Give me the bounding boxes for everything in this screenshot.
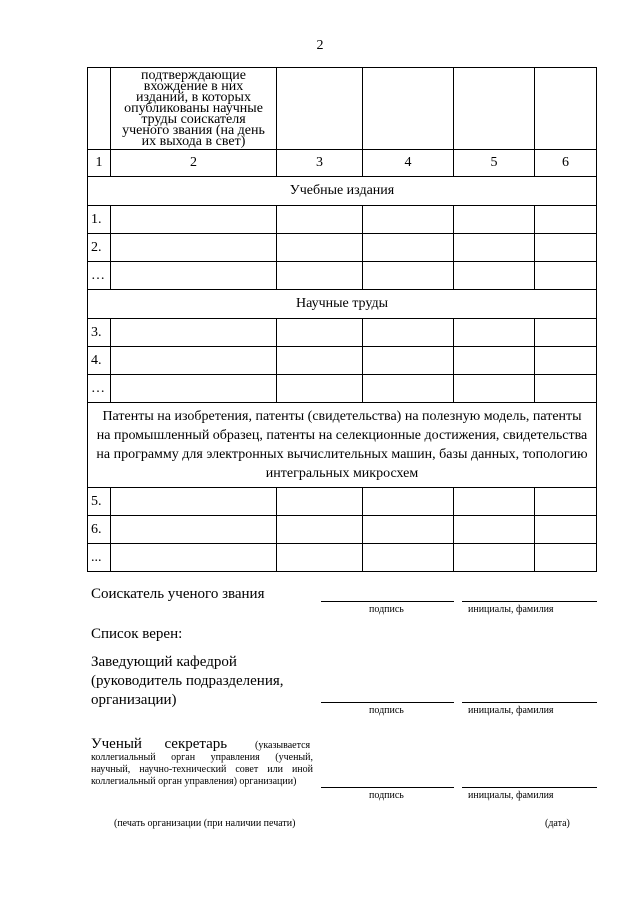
list-correct-label: Список верен:	[91, 626, 183, 642]
secretary-note: коллегиальный орган управления (ученый, научный, научно-технический совет или иной коллегиальный орган управления) организации)	[91, 752, 313, 787]
column-number: 6	[535, 150, 597, 177]
row-number: 5.	[88, 488, 111, 516]
table-row	[88, 206, 597, 234]
column-number: 3	[277, 150, 363, 177]
applicant-label: Соискатель ученого звания	[91, 586, 265, 602]
initials-caption: инициалы, фамилия	[468, 705, 554, 716]
row-number: 4.	[88, 347, 111, 375]
section-title: Научные труды	[88, 290, 597, 319]
date-caption: (дата)	[545, 818, 570, 829]
page-number: 2	[316, 38, 324, 53]
column-number: 4	[363, 150, 454, 177]
signature-line	[321, 787, 454, 788]
signature-line	[321, 702, 454, 703]
table-row	[88, 488, 597, 516]
initials-line	[462, 787, 597, 788]
head-label-line3: организации)	[91, 692, 177, 708]
header-description: подтверждающие вхождение в них изданий, в которых опубликованы научные труды соискателя ученого звания (на день их выхода в свет)	[111, 68, 277, 150]
column-number: 1	[88, 150, 111, 177]
table-row	[88, 516, 597, 544]
secretary-title: Ученый секретарь	[91, 736, 228, 752]
row-number: 3.	[88, 319, 111, 347]
initials-line	[462, 702, 597, 703]
column-number: 2	[111, 150, 277, 177]
secretary-note-start: (указывается	[255, 740, 311, 751]
table-row	[88, 319, 597, 347]
header-row	[88, 68, 597, 150]
signature-caption: подпись	[369, 790, 404, 801]
row-number: 1.	[88, 206, 111, 234]
column-number: 5	[454, 150, 535, 177]
section-header-educational	[88, 177, 597, 206]
head-label-line2: (руководитель подразделения,	[91, 673, 284, 689]
row-number: ...	[88, 544, 111, 572]
table-row	[88, 262, 597, 290]
column-numbers-row	[88, 150, 597, 177]
section-header-patents	[88, 403, 597, 488]
section-header-scientific	[88, 290, 597, 319]
publications-table	[87, 67, 597, 572]
row-number: …	[88, 262, 111, 290]
section-title: Патенты на изобретения, патенты (свидетельства) на полезную модель, патенты на промышленный образец, патенты на селекционные достижения, свидетельства на программу для электронных вычислительных машин, базы данных, топологию интегральных микросхем	[88, 403, 597, 488]
head-label-line1: Заведующий кафедрой	[91, 654, 237, 670]
initials-caption: инициалы, фамилия	[468, 604, 554, 615]
row-number: …	[88, 375, 111, 403]
row-number: 6.	[88, 516, 111, 544]
table-row	[88, 375, 597, 403]
initials-line	[462, 601, 597, 602]
signature-caption: подпись	[369, 705, 404, 716]
stamp-caption: (печать организации (при наличии печати)	[114, 818, 296, 829]
signature-line	[321, 601, 454, 602]
initials-caption: инициалы, фамилия	[468, 790, 554, 801]
table-row	[88, 234, 597, 262]
table-row	[88, 347, 597, 375]
signature-caption: подпись	[369, 604, 404, 615]
table-row	[88, 544, 597, 572]
section-title: Учебные издания	[88, 177, 597, 206]
row-number: 2.	[88, 234, 111, 262]
